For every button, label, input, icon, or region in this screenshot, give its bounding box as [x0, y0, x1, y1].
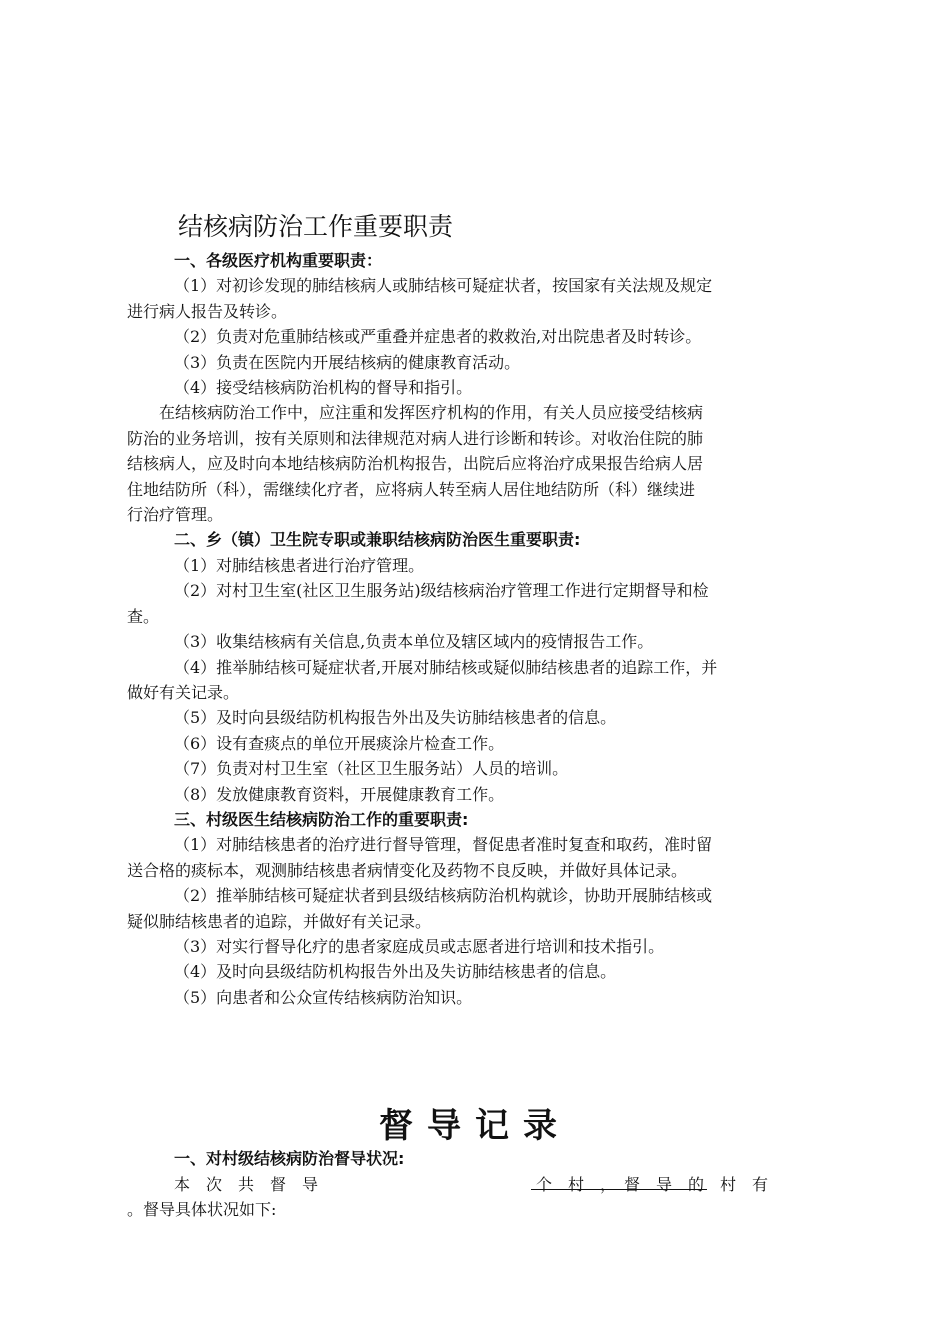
paragraph-line: 查。: [127, 606, 160, 626]
paragraph-line: （2）对村卫生室(社区卫生服务站)级结核病治疗管理工作进行定期督导和检: [174, 581, 709, 601]
paragraph-line: （2）负责对危重肺结核或严重叠并症患者的救救治,对出院患者及时转诊。: [174, 327, 702, 347]
section-heading: 二、乡（镇）卫生院专职或兼职结核病防治医生重要职责:: [174, 530, 581, 550]
paragraph-line: （4）接受结核病防治机构的督导和指引。: [174, 378, 473, 398]
paragraph-line: （5）及时向县级结防机构报告外出及失访肺结核患者的信息。: [174, 708, 617, 728]
paragraph-line: （3）负责在医院内开展结核病的健康教育活动。: [174, 352, 521, 372]
paragraph-line: 进行病人报告及转诊。: [127, 301, 288, 321]
paragraph-line: 送合格的痰标本，观测肺结核患者病情变化及药物不良反映，并做好具体记录。: [127, 860, 688, 880]
row-prefix-text: 本 次 共 督 导: [174, 1175, 319, 1194]
record-title: 督导记录: [379, 1106, 571, 1146]
record-detail-intro: 。督导具体状况如下:: [127, 1200, 277, 1219]
paragraph-line: 防治的业务培训，按有关原则和法律规范对病人进行诊断和转诊。对收治住院的肺: [127, 428, 704, 448]
record-heading: 一、对村级结核病防治督导状况:: [174, 1149, 405, 1168]
paragraph-line: （2）推举肺结核可疑症状者到县级结核病防治机构就诊，协助开展肺结核或: [174, 886, 713, 906]
paragraph-line: （4）推举肺结核可疑症状者,开展对肺结核或疑似肺结核患者的追踪工作，并: [174, 657, 718, 677]
paragraph-line: （1）对肺结核患者进行治疗管理。: [174, 555, 425, 575]
paragraph-line: （1）对肺结核患者的治疗进行督导管理，督促患者准时复查和取药，准时留: [174, 835, 713, 855]
paragraph-line: （8）发放健康教育资料，开展健康教育工作。: [174, 784, 505, 804]
paragraph-line: （7）负责对村卫生室（社区卫生服务站）人员的培训。: [174, 759, 569, 779]
section-heading: 三、村级医生结核病防治工作的重要职责:: [174, 809, 469, 829]
paragraph-line: （4）及时向县级结防机构报告外出及失访肺结核患者的信息。: [174, 962, 617, 982]
paragraph-line: （1）对初诊发现的肺结核病人或肺结核可疑症状者，按国家有关法规及规定: [174, 276, 713, 296]
paragraph-line: 住地结防所（科），需继续化疗者，应将病人转至病人居住地结防所（科）继续进: [127, 479, 696, 499]
paragraph-line: 在结核病防治工作中，应注重和发挥医疗机构的作用，有关人员应接受结核病: [159, 403, 704, 423]
document-body: [127, 248, 824, 1010]
paragraph-line: 行治疗管理。: [127, 505, 224, 525]
paragraph-line: 疑似肺结核患者的追踪，并做好有关记录。: [127, 911, 432, 931]
paragraph-line: （3）对实行督导化疗的患者家庭成员或志愿者进行培训和技术指引。: [174, 936, 665, 956]
paragraph-line: （6）设有查痰点的单位开展痰涂片检查工作。: [174, 733, 505, 753]
supervision-count-row: [174, 1172, 824, 1194]
row-suffix-text: 个 村 ， 督 导 的 村 有: [536, 1175, 769, 1194]
document-title: 结核病防治工作重要职责: [178, 212, 454, 241]
paragraph-line: 结核病人，应及时向本地结核病防治机构报告，出院后应将治疗成果报告给病人居: [127, 454, 704, 474]
paragraph-line: （5）向患者和公众宣传结核病防治知识。: [174, 987, 473, 1007]
section-heading: 一、各级医疗机构重要职责：: [174, 251, 383, 270]
paragraph-line: 做好有关记录。: [127, 682, 240, 702]
paragraph-line: （3）收集结核病有关信息,负责本单位及辖区域内的疫情报告工作。: [174, 632, 654, 652]
